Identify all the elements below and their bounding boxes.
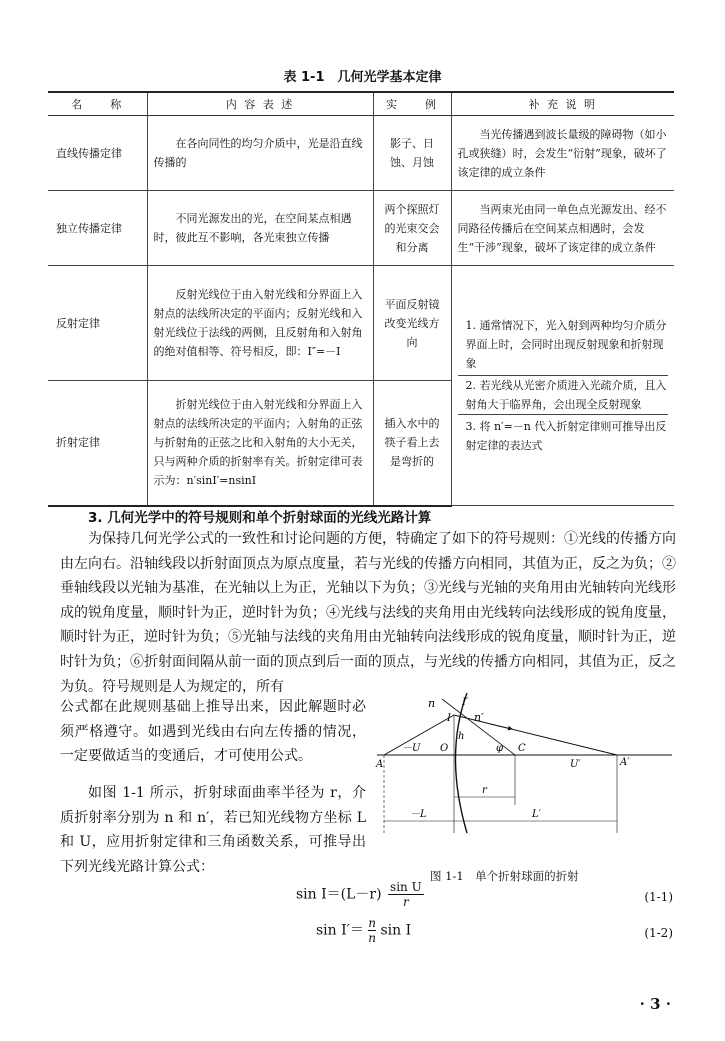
table-title: 表 1-1 几何光学基本定律 (283, 70, 442, 85)
equation-1 (296, 880, 424, 909)
label-h: h (458, 731, 465, 742)
body-paragraph: 公式都在此规则基础上推导出来，因此解题时必须严格遵守。如遇到光线由右向左传播的情况，一定要做适当的变通后，才可使用公式。 (60, 699, 366, 765)
law-name: 折射定律 (48, 381, 147, 506)
header-note: 补 充 说 明 (451, 92, 674, 116)
label-O: O (440, 743, 449, 754)
fraction-denominator: r (402, 895, 409, 909)
law-note: 当光传播遇到波长量级的障碍物（如小孔或狭缝）时，会发生“衍射”现象，破坏了该定律的成立条件 (451, 116, 674, 191)
law-example: 影子、日蚀、月蚀 (373, 116, 451, 191)
header-example: 实 例 (373, 92, 451, 116)
equation-2 (316, 916, 411, 945)
equation-number: (1-1) (644, 890, 673, 904)
label-A: A (376, 759, 384, 770)
label-I: I (447, 713, 451, 724)
header-content: 内 容 表 述 (147, 92, 373, 116)
equation-number: (1-2) (644, 926, 673, 940)
law-example: 两个探照灯的光束交会和分离 (373, 191, 451, 266)
law-name: 反射定律 (48, 266, 147, 381)
table-row (48, 191, 674, 266)
law-name: 独立传播定律 (48, 191, 147, 266)
refraction-diagram (372, 693, 682, 863)
equation-lhs: sin I′＝ (316, 922, 364, 939)
note-item: 3. 将 n′=－n 代入折射定律则可推导出反射定律的表达式 (465, 420, 667, 452)
law-content: 折射光线位于由入射光线和分界面上入射点的法线所决定的平面内；入射角的正弦与折射角的正弦之比和入射角的大小无关，只与两种介质的折射率有关。折射定律可表示为：n′sinI′=nsinI (147, 381, 373, 506)
fraction-numerator: n (368, 916, 377, 930)
header-name: 名 称 (48, 92, 147, 116)
ray-arrow (490, 724, 512, 729)
label-phi: φ (496, 743, 504, 754)
law-example: 平面反射镜改变光线方向 (373, 266, 451, 381)
equation-rhs: sin I (380, 922, 412, 939)
table-header-row (48, 92, 674, 116)
label-n: n (428, 697, 436, 710)
label-U-prime: U′ (570, 759, 581, 770)
label-n-prime: n′ (474, 711, 484, 724)
merged-note-cell (451, 266, 674, 506)
body-paragraph: 为保持几何光学公式的一致性和讨论问题的方便，特确定了如下的符号规则：①光线的传播方向由左向右。沿轴线段以折射面顶点为原点度量，若与光线的传播方向相同，其值为正，反之为负；②垂轴线段以光轴为基准，在光轴以上为正，光轴以下为负；③光线与光轴的夹角用由光轴转向光线形成的锐角度量，顺时针为正，逆时针为负；④光线与法线的夹角用由光线转向法线形成的锐角度量，顺时针为正，逆时针为负；⑤光轴与法线的夹角用由光轴转向法线形成的锐角度量，顺时针为正，逆时针为负；⑥折射面间隔从前一面的顶点到后一面的顶点，与光线的传播方向相同，其值为正，反之为负。符号规则是人为规定的，所有 (60, 531, 676, 695)
note-item: 1. 通常情况下，光入射到两种均匀介质分界面上时，会同时出现反射现象和折射现象 (465, 319, 667, 370)
section-heading: 3. 几何光学中的符号规则和单个折射球面的光线光路计算 (88, 510, 432, 526)
law-example: 插入水中的筷子看上去是弯折的 (373, 381, 451, 506)
label-C: C (518, 743, 526, 754)
label-U: －U (402, 743, 421, 754)
label-I-prime: I′ (462, 697, 469, 708)
note-item: 2. 若光线从光密介质进入光疏介质，且入射角大于临界角，会出现全反射现象 (458, 375, 669, 415)
fraction-numerator: sin U (390, 880, 422, 894)
page-number: · 3 · (639, 995, 671, 1013)
optics-laws-table (48, 91, 674, 507)
table-row (48, 116, 674, 191)
label-L-prime: L′ (532, 809, 541, 820)
figure-caption: 图 1-1 单个折射球面的折射 (430, 869, 579, 883)
law-note: 当两束光由同一单色点光源发出、经不同路径传播后在空间某点相遇时，会发生“干涉”现象，破坏了该定律的成立条件 (451, 191, 674, 266)
law-content: 不同光源发出的光，在空间某点相遇时，彼此互不影响，各光束独立传播 (147, 191, 373, 266)
equation-lhs: sin I＝(L－r) (296, 886, 382, 903)
fraction-denominator: n (368, 931, 377, 945)
label-A-prime: A′ (620, 757, 630, 768)
law-content: 反射光线位于由入射光线和分界面上入射点的法线所决定的平面内；反射光线和入射光线位于法线的两侧，且反射角和入射角的绝对值相等、符号相反，即：I″=－I (147, 266, 373, 381)
law-content: 在各向同性的均匀介质中，光是沿直线传播的 (147, 116, 373, 191)
label-L: －L (410, 809, 427, 820)
body-paragraph: 如图 1-1 所示，折射球面曲率半径为 r，介质折射率分别为 n 和 n′，若已知光线物方坐标 L 和 U，应用折射定律和三角函数关系，可推导出下列光线光路计算公式： (60, 785, 366, 875)
table-row (48, 266, 674, 381)
law-name: 直线传播定律 (48, 116, 147, 191)
label-r: r (482, 785, 487, 796)
